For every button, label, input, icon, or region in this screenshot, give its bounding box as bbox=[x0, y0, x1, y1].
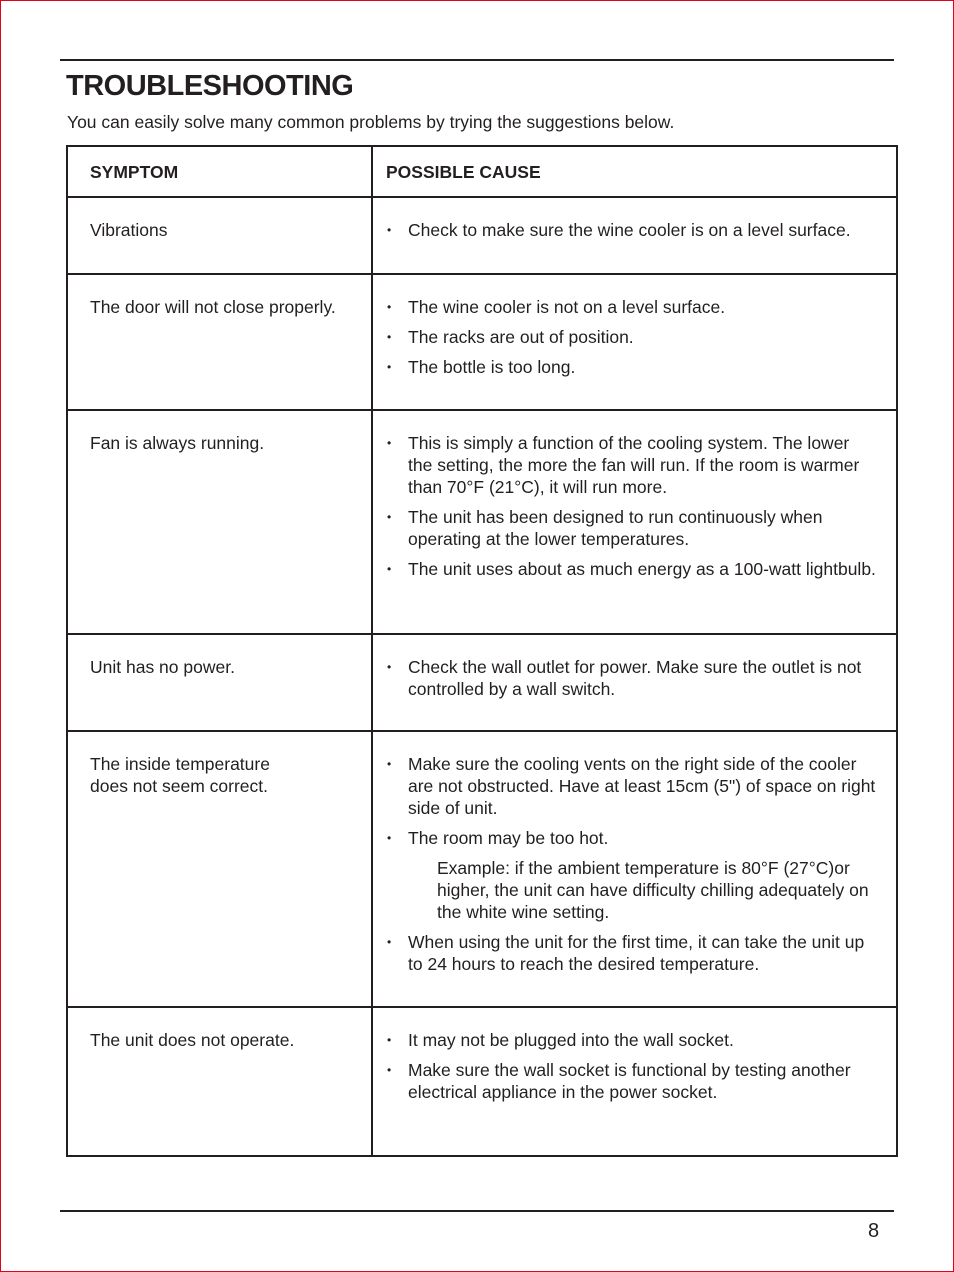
symptom-cell: Fan is always running. bbox=[67, 410, 372, 634]
symptom-cell bbox=[67, 731, 372, 1007]
cause-item: • The racks are out of position. bbox=[386, 326, 876, 348]
table-row bbox=[67, 634, 897, 731]
cause-item: • The room may be too hot. bbox=[386, 827, 876, 849]
table-row bbox=[67, 197, 897, 274]
cause-item: • The unit has been designed to run continuously when operating at the lower temperatures. bbox=[386, 506, 876, 550]
table-row bbox=[67, 410, 897, 634]
table-row bbox=[67, 1007, 897, 1156]
page-title: TROUBLESHOOTING bbox=[66, 70, 354, 102]
cause-item: • Check to make sure the wine cooler is on a level surface. bbox=[386, 219, 876, 241]
cause-cell bbox=[372, 1007, 897, 1156]
symptom-line: The inside temperature bbox=[90, 754, 270, 774]
page-number: 8 bbox=[868, 1220, 880, 1242]
cause-cell bbox=[372, 731, 897, 1007]
symptom-cell: The door will not close properly. bbox=[67, 274, 372, 410]
example-note: Example: if the ambient temperature is 80°F (27°C)or higher, the unit can have difficulty chilling adequately on the white wine setting. bbox=[437, 858, 869, 922]
table-header-row bbox=[67, 146, 897, 197]
symptom-header: SYMPTOM bbox=[67, 146, 372, 197]
cause-cell bbox=[372, 410, 897, 634]
cause-cell bbox=[372, 634, 897, 731]
cause-item: • Make sure the wall socket is functional by testing another electrical appliance in the power socket. bbox=[386, 1059, 876, 1103]
intro-text: You can easily solve many common problems by trying the suggestions below. bbox=[67, 112, 675, 132]
table-row bbox=[67, 731, 897, 1007]
cause-item: • It may not be plugged into the wall socket. bbox=[386, 1029, 876, 1051]
cause-cell bbox=[372, 197, 897, 274]
symptom-cell: Unit has no power. bbox=[67, 634, 372, 731]
cause-item: • This is simply a function of the cooling system. The lower the setting, the more the fan will run. If the room is warmer than 70°F (21°C), it will run more. bbox=[386, 432, 876, 498]
symptom-cell: The unit does not operate. bbox=[67, 1007, 372, 1156]
cause-item: • Check the wall outlet for power. Make sure the outlet is not controlled by a wall switch. bbox=[386, 656, 876, 700]
cause-item: • When using the unit for the first time, it can take the unit up to 24 hours to reach the desired temperature. bbox=[386, 931, 876, 975]
cause-cell bbox=[372, 274, 897, 410]
symptom-line: does not seem correct. bbox=[90, 776, 268, 796]
cause-item: • The unit uses about as much energy as a 100-watt lightbulb. bbox=[386, 558, 876, 580]
cause-item: • Make sure the cooling vents on the right side of the cooler are not obstructed. Have at least 15cm (5") of space on right side of unit. bbox=[386, 753, 876, 819]
possible-cause-header: POSSIBLE CAUSE bbox=[372, 146, 897, 197]
bottom-rule bbox=[60, 1210, 894, 1212]
symptom-cell: Vibrations bbox=[67, 197, 372, 274]
cause-item: • The bottle is too long. bbox=[386, 356, 876, 378]
top-rule bbox=[60, 59, 894, 61]
troubleshooting-table bbox=[66, 145, 898, 1157]
table-row bbox=[67, 274, 897, 410]
cause-item: • The wine cooler is not on a level surface. bbox=[386, 296, 876, 318]
